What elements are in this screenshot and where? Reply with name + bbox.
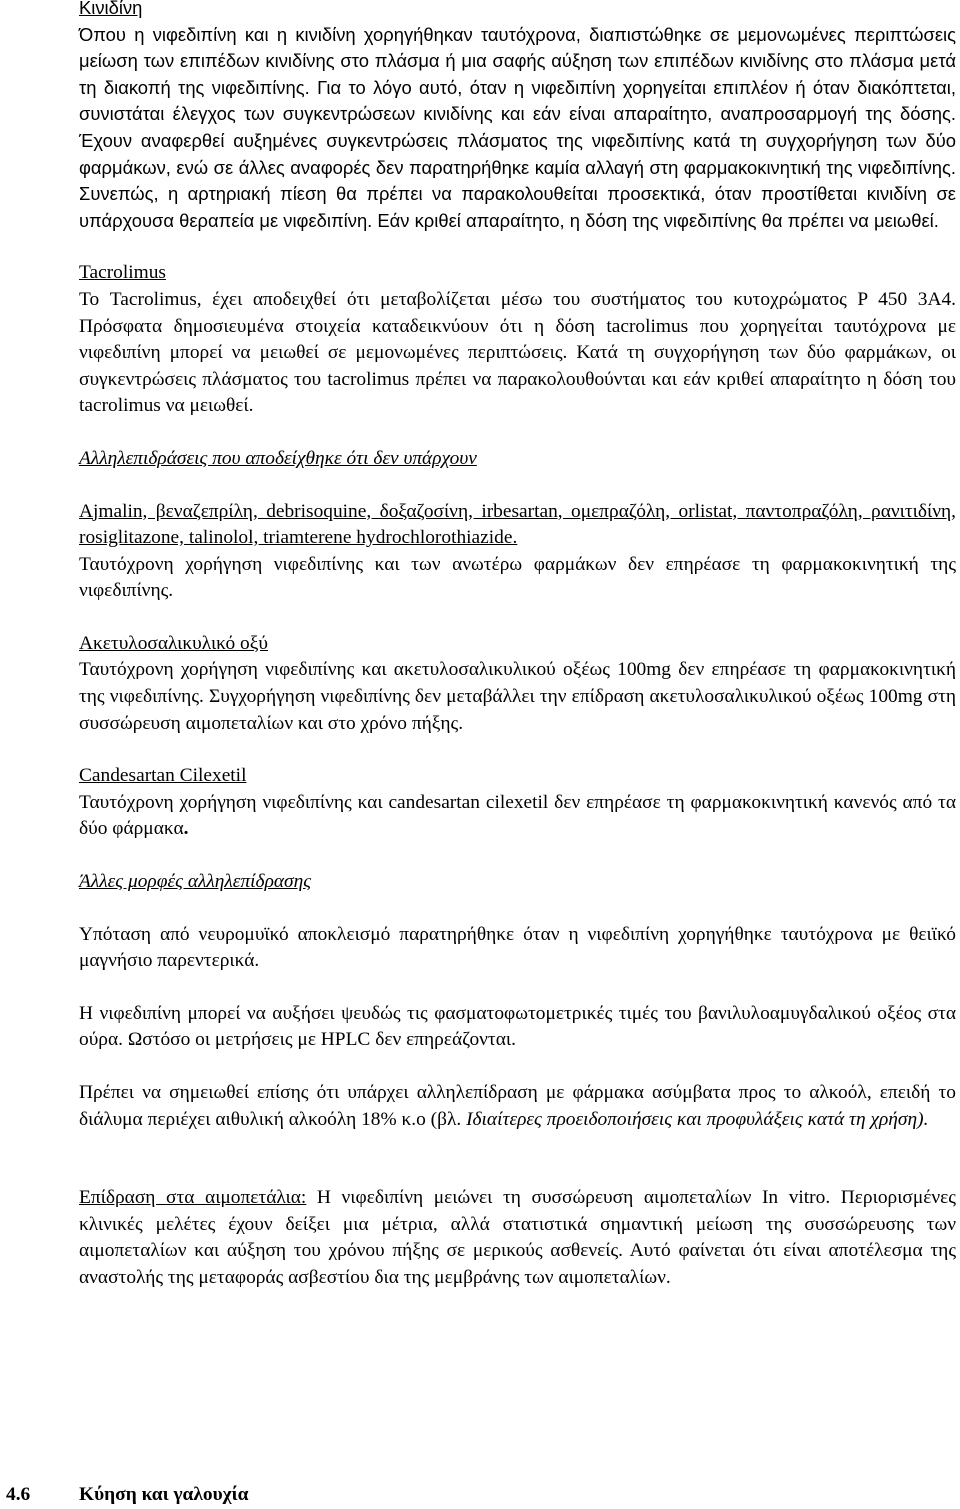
paragraph-other-forms-1: Υπόταση από νευρομυϊκό αποκλεισμό παρατηρήθηκε όταν η νιφεδιπίνη χορηγήθηκε ταυτόχρονα με θειϊκό μαγνήσιο παρεντερικά.: [79, 923, 956, 972]
platelets-text: Η νιφεδιπίνη μειώνει τη συσσώρευση αιμοπεταλίων In vitro. Περιορισμένες κλινικές μελέτες έχουν δείξει μια μέτρια, αλλά στατιστικά σημαντική μείωση της συσσώρευσης των αιμοπεταλίων και αύξηση του χρόνου πήξης σε μερικούς ασθενείς. Αυτό φαίνεται ότι είναι αποτέλεσμα της αναστολής της μεταφοράς ασβεστίου δια της μεμβράνης των αιμοπεταλίων.: [79, 1187, 956, 1288]
paragraph-candesartan: [79, 790, 956, 843]
candesartan-text: Ταυτόχρονη χορήγηση νιφεδιπίνης και candesartan cilexetil δεν επηρέασε τη φαρμακοκινητική κανενός από τα δύο φάρμακα: [79, 791, 956, 840]
section-heading-aspirin: Ακετυλοσαλικυλικό οξύ: [79, 632, 268, 654]
section-heading-other-forms: Άλλες μορφές αλληλεπίδρασης: [79, 871, 312, 893]
section-heading-tacrolimus: Tacrolimus: [79, 262, 166, 284]
candesartan-period: .: [183, 818, 189, 840]
paragraph-other-forms-2: Η νιφεδιπίνη μπορεί να αυξήσει ψευδώς τις φασματοφωτομετρικές τιμές του βανιλυλοαμυγδαλικού οξέος στα ούρα. Ωστόσο οι μετρήσεις με HPLC δεν επηρεάζονται.: [79, 1002, 956, 1051]
paragraph-aspirin: Ταυτόχρονη χορήγηση νιφεδιπίνης και ακετυλοσαλικυλικού οξέως 100mg δεν επηρέασε τη φαρμακοκινητική της νιφεδιπίνης. Συγχορήγηση νιφεδιπίνης δεν μεταβάλλει την επίδραση ακετυλοσαλικυλικού οξέως 100mg στη συσσώρευση αιμοπεταλίων και στο χρόνο πήξης.: [79, 659, 956, 734]
section-heading-kinidini: Κινιδίνη: [79, 0, 143, 18]
paragraph-tacrolimus: Το Tacrolimus, έχει αποδειχθεί ότι μεταβολίζεται μέσω του συστήματος του κυτοχρώματος P 450 3A4. Πρόσφατα δημοσιευμένα στοιχεία καταδεικνύουν ότι η δόση tacrolimus που χορηγείται ταυτόχρονα με νιφεδιπίνη μπορεί να μειωθεί σε μεμονωμένες περιπτώσεις. Κατά τη συγχορήγηση των δύο φαρμάκων, οι συγκεντρώσεις πλάσματος του tacrolimus πρέπει να παρακολουθούνται και εάν κριθεί απαραίτητο η δόση του tacrolimus να μειωθεί.: [79, 288, 956, 417]
section-title: Κύηση και γαλουχία: [79, 1484, 249, 1505]
paragraph-kinidini: Όπου η νιφεδιπίνη και η κινιδίνη χορηγήθηκαν ταυτόχρονα, διαπιστώθηκε σε μεμονωμένες περιπτώσεις μείωση των επιπέδων κινιδίνης στο πλάσμα ή μια σαφής αύξηση των επιπέδων κινιδίνης στο πλάσμα μετά τη διακοπή της νιφεδιπίνης. Για το λόγο αυτό, όταν η νιφεδιπίνη χορηγείται επιπλέον ή όταν διακόπτεται, συνιστάται έλεγχος των συγκεντρώσεων κινιδίνης και εάν είναι απαραίτητο, αναπροσαρμογή της δόσης. Έχουν αναφερθεί αυξημένες συγκεντρώσεις πλάσματος της νιφεδιπίνης κατά τη συγχορήγηση των δύο φαρμάκων, ενώ σε άλλες αναφορές δεν παρατηρήθηκε καμία αλλαγή στη φαρμακοκινητική της νιφεδιπίνης. Συνεπώς, η αρτηριακή πίεση θα πρέπει να παρακολουθείται προσεκτικά, όταν προστίθεται κινιδίνη σε υπάρχουσα θεραπεία με νιφεδιπίνη. Εάν κριθεί απαραίτητο, η δόση της νιφεδιπίνης θα πρέπει να μειωθεί.: [79, 23, 956, 231]
section-heading-no-interactions: Αλληλεπιδράσεις που αποδείχθηκε ότι δεν υπάρχουν: [79, 447, 477, 469]
section-number: 4.6: [6, 1484, 31, 1505]
cross-reference: Ιδιαίτερες προειδοποιήσεις και προφυλάξεις κατά τη χρήση).: [466, 1108, 929, 1130]
other-forms-3-text: Πρέπει να σημειωθεί επίσης ότι υπάρχει αλληλεπίδραση με φάρμακα ασύμβατα προς το αλκοόλ, επειδή το διάλυμα περιέχει αιθυλική αλκοόλη 18% κ.ο (βλ.: [79, 1082, 956, 1130]
section-heading-candesartan: Candesartan Cilexetil: [79, 765, 247, 787]
document-body: [79, 0, 956, 1292]
paragraph-other-forms-3: [79, 1080, 956, 1133]
paragraph-no-interactions: Ταυτόχρονη χορήγηση νιφεδιπίνης και των ανωτέρω φαρμάκων δεν επηρέασε τη φαρμακοκινητική της νιφεδιπίνης.: [79, 553, 956, 602]
paragraph-platelets: [79, 1185, 956, 1291]
drug-list: Ajmalin, βεναζεπρίλη, debrisoquine, δοξαζοσίνη, irbesartan, ομεπραζόλη, orlistat, παντοπραζόλη, ρανιτιδίνη, rosiglitazone, talinolol, triamterene hydrochlorothiazide.: [79, 500, 956, 549]
next-section-heading: [6, 1482, 248, 1509]
platelets-label: Επίδραση στα αιμοπετάλια:: [79, 1187, 307, 1209]
